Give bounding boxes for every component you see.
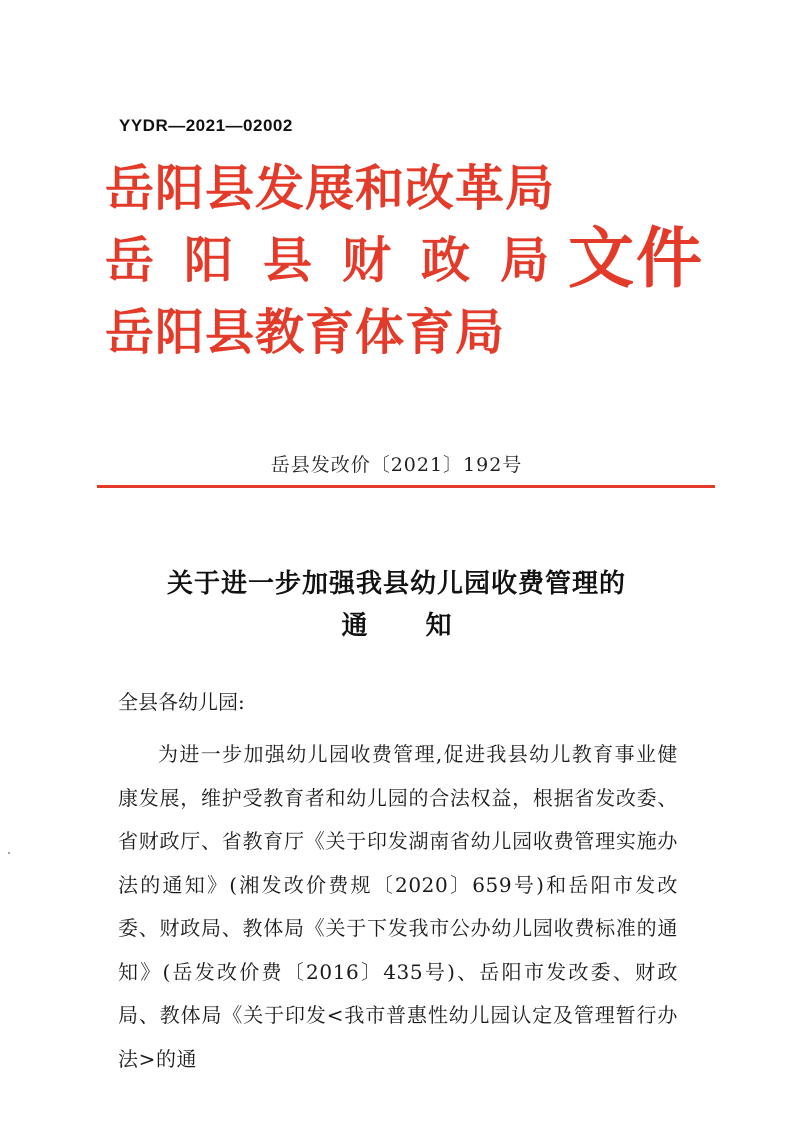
document-title-line-2: 通知 xyxy=(341,611,510,641)
scan-artifact-dot xyxy=(8,852,10,854)
red-divider-line xyxy=(97,485,715,488)
salutation: 全县各幼儿园: xyxy=(118,690,245,714)
document-code: YYDR—2021—02002 xyxy=(119,116,293,135)
issuer-education-sports-bureau: 岳阳县教育体育局 xyxy=(105,304,506,361)
issuer-development-reform-bureau: 岳阳县发展和改革局 xyxy=(105,160,556,217)
document-number: 岳县发改价〔2021〕192号 xyxy=(270,454,523,476)
document-title-line-1: 关于进一步加强我县幼儿园收费管理的 xyxy=(166,569,626,599)
issuer-finance-bureau: 岳阳县财政局 xyxy=(105,232,580,289)
issuer-suffix: 文件 xyxy=(568,220,704,297)
body-paragraph: 为进一步加强幼儿园收费管理,促进我县幼儿教育事业健康发展，维护受教育者和幼儿园的合法权益，根据省发改委、省财政厅、省教育厅《关于印发湖南省幼儿园收费管理实施办法的通知》(湘发改价费规〔2020〕659号)和岳阳市发改委、财政局、教体局《关于下发我市公办幼儿园收费标准的通知》(岳发改价费〔2016〕435号)、岳阳市发改委、财政局、教体局《关于印发<我市普惠性幼儿园认定及管理暂行办法>的通 xyxy=(118,742,678,1071)
issuer-header xyxy=(105,162,715,372)
